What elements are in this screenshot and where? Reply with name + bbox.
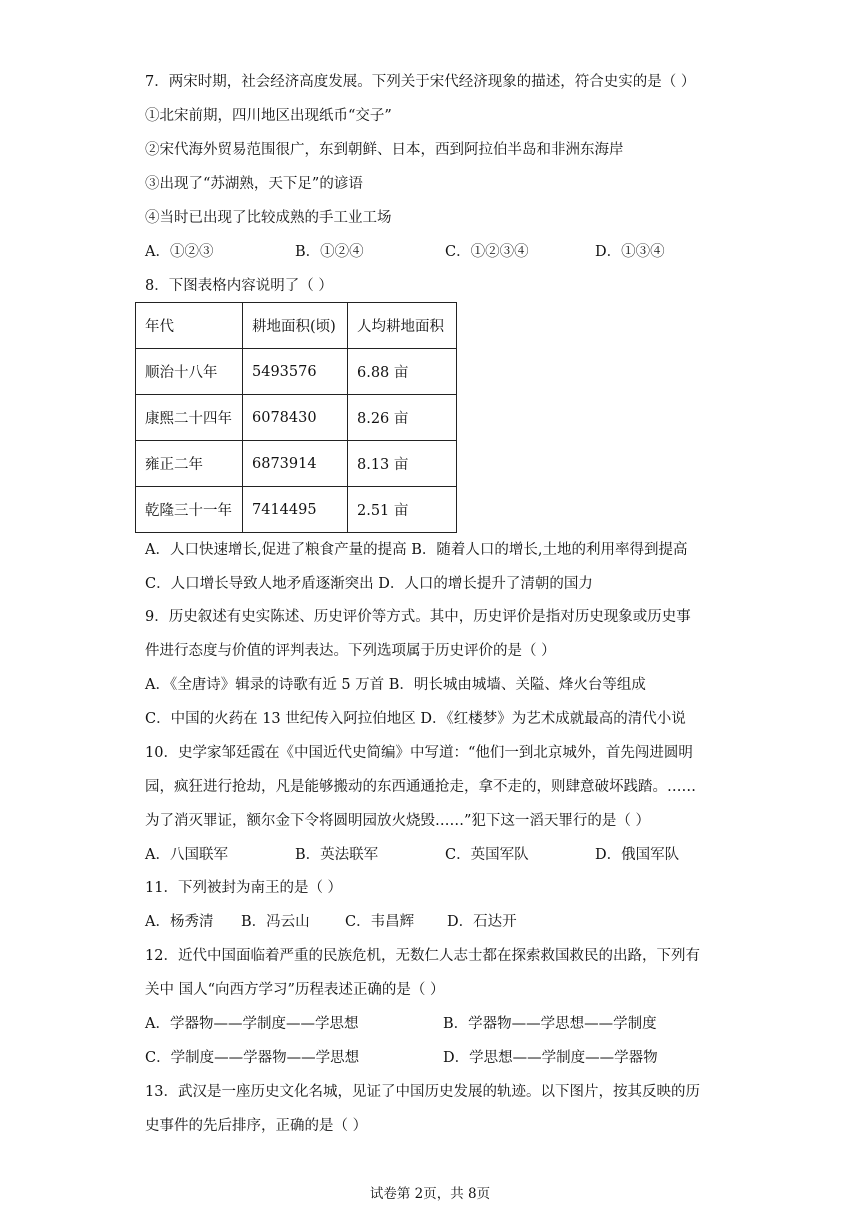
- q10-stem-line-2: 园，疯狂进行抢劫，凡是能够搬动的东西通通抢走，拿不走的，则肆意破坏践踏。……: [145, 779, 696, 795]
- q7-option-d[interactable]: D．①③④: [595, 244, 665, 260]
- q10-stem-line-3: 为了消灭罪证，额尔金下令将圆明园放火烧毁……”犯下这一滔天罪行的是（ ）: [145, 813, 651, 829]
- q8-options-line-1[interactable]: A．人口快速增长,促进了粮食产量的提高 B．随着人口的增长,土地的利用率得到提高: [145, 542, 688, 558]
- q10-stem-line-1: 10．史学家邹廷霞在《中国近代史简编》中写道：“他们一到北京城外，首先闯进圆明: [145, 745, 693, 761]
- q11-option-b[interactable]: B．冯云山: [241, 914, 310, 930]
- q9-options-line-1[interactable]: A．《全唐诗》辑录的诗歌有近 5 万首 B．明长城由城墙、关隘、烽火台等组成: [145, 677, 646, 693]
- q7-item-4: ④当时已出现了比较成熟的手工业工场: [145, 210, 392, 226]
- table-cell: 8.26 亩: [348, 395, 457, 441]
- table-row: [136, 349, 457, 395]
- q12-option-d[interactable]: D．学思想——学制度——学器物: [443, 1050, 658, 1066]
- farmland-table: [135, 302, 457, 533]
- page-footer: 试卷第 2页，共 8页: [369, 1186, 491, 1202]
- table-header-cell: 耕地面积(顷): [243, 303, 348, 349]
- q13-stem-line-2: 史事件的先后排序，正确的是（ ）: [145, 1118, 368, 1134]
- table-cell: 2.51 亩: [348, 487, 457, 533]
- q13-stem-line-1: 13．武汉是一座历史文化名城，见证了中国历史发展的轨迹。以下图片，按其反映的历: [145, 1084, 700, 1100]
- table-cell: 8.13 亩: [348, 441, 457, 487]
- table-cell: 6873914: [243, 441, 348, 487]
- q11-option-a[interactable]: A．杨秀清: [145, 914, 214, 930]
- q12-option-b[interactable]: B．学器物——学思想——学制度: [443, 1016, 657, 1032]
- table-cell: 顺治十八年: [136, 349, 243, 395]
- table-header-cell: 年代: [136, 303, 243, 349]
- table-cell: 5493576: [243, 349, 348, 395]
- q10-option-d[interactable]: D．俄国军队: [595, 847, 680, 863]
- q7-stem: 7．两宋时期，社会经济高度发展。下列关于宋代经济现象的描述，符合史实的是（ ）: [145, 74, 696, 90]
- q11-option-d[interactable]: D．石达开: [447, 914, 517, 930]
- table-header-row: [136, 303, 457, 349]
- q10-option-a[interactable]: A．八国联军: [145, 847, 228, 863]
- q7-option-b[interactable]: B．①②④: [295, 244, 364, 260]
- q12-option-c[interactable]: C．学制度——学器物——学思想: [145, 1050, 360, 1066]
- q10-option-c[interactable]: C．英国军队: [445, 847, 529, 863]
- table-cell: 乾隆三十一年: [136, 487, 243, 533]
- q7-option-c[interactable]: C．①②③④: [445, 244, 529, 260]
- table-row: [136, 395, 457, 441]
- q9-stem-line-1: 9．历史叙述有史实陈述、历史评价等方式。其中，历史评价是指对历史现象或历史事: [145, 609, 691, 625]
- table-cell: 6.88 亩: [348, 349, 457, 395]
- table-header-cell: 人均耕地面积: [348, 303, 457, 349]
- table-cell: 雍正二年: [136, 441, 243, 487]
- table-cell: 康熙二十四年: [136, 395, 243, 441]
- q7-item-3: ③出现了“苏湖熟，天下足”的谚语: [145, 176, 363, 192]
- q11-stem: 11．下列被封为南王的是（ ）: [145, 880, 343, 896]
- q7-option-a[interactable]: A．①②③: [145, 244, 214, 260]
- table-cell: 6078430: [243, 395, 348, 441]
- q12-stem-line-2: 关中 国人“向西方学习”历程表述正确的是（ ）: [145, 982, 445, 998]
- q9-options-line-2[interactable]: C．中国的火药在 13 世纪传入阿拉伯地区 D．《红楼梦》为艺术成就最高的清代小说: [145, 711, 686, 727]
- q10-option-b[interactable]: B．英法联军: [295, 847, 379, 863]
- q11-option-c[interactable]: C．韦昌辉: [345, 914, 415, 930]
- q9-stem-line-2: 件进行态度与价值的评判表达。下列选项属于历史评价的是（ ）: [145, 643, 556, 659]
- q7-item-2: ②宋代海外贸易范围很广，东到朝鲜、日本，西到阿拉伯半岛和非洲东海岸: [145, 142, 624, 158]
- q12-option-a[interactable]: A．学器物——学制度——学思想: [145, 1016, 359, 1032]
- table-row: [136, 487, 457, 533]
- q8-options-line-2[interactable]: C．人口增长导致人地矛盾逐渐突出 D．人口的增长提升了清朝的国力: [145, 576, 593, 592]
- table-cell: 7414495: [243, 487, 348, 533]
- q12-stem-line-1: 12．近代中国面临着严重的民族危机，无数仁人志士都在探索救国救民的出路，下列有: [145, 948, 700, 964]
- table-row: [136, 441, 457, 487]
- q7-item-1: ①北宋前期，四川地区出现纸币“交子”: [145, 108, 392, 124]
- q8-stem: 8．下图表格内容说明了（ ）: [145, 278, 333, 294]
